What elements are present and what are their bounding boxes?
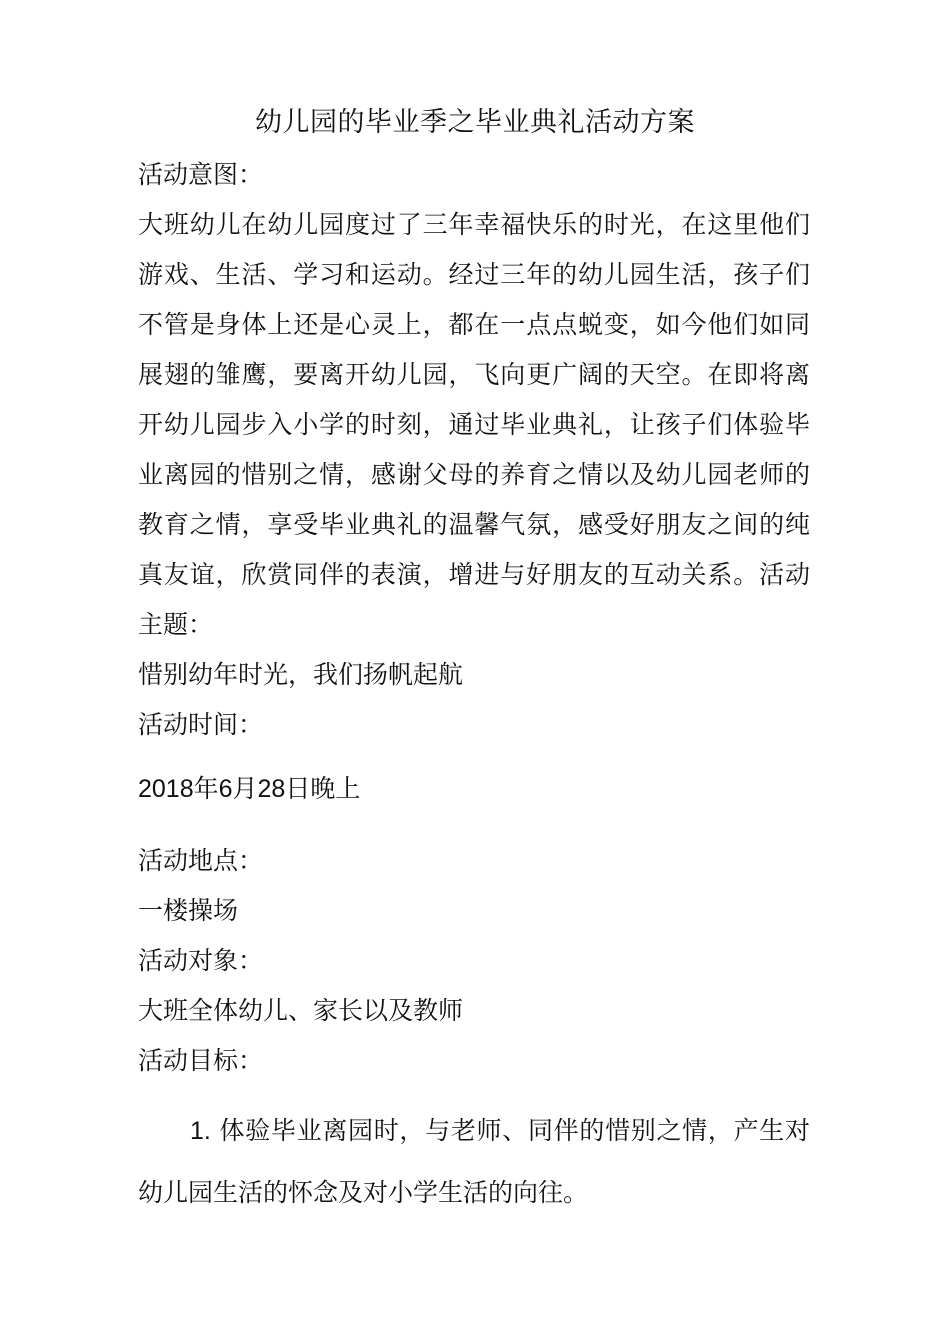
spacer <box>138 814 810 836</box>
audience-label: 活动对象： <box>138 946 264 975</box>
time-label: 活动时间： <box>138 710 264 739</box>
place-label: 活动地点： <box>138 846 264 875</box>
audience-text: 大班全体幼儿、家长以及教师 <box>138 996 464 1025</box>
document-title: 幼儿园的毕业季之毕业典礼活动方案 <box>255 107 695 138</box>
place-text: 一楼操场 <box>138 896 239 925</box>
goal-item <box>138 1100 810 1224</box>
spacer <box>138 1086 810 1100</box>
goal-number: 1. <box>190 1117 211 1145</box>
spacer <box>138 750 810 764</box>
goal-text: 体验毕业离园时，与老师、同伴的惜别之情，产生对幼儿园生活的怀念及对小学生活的向往。 <box>138 1116 810 1207</box>
goals-label: 活动目标： <box>138 1046 264 1075</box>
theme-text: 惜别幼年时光，我们扬帆起航 <box>138 660 464 689</box>
intent-paragraph: 大班幼儿在幼儿园度过了三年幸福快乐的时光，在这里他们游戏、生活、学习和运动。经过三年的幼儿园生活，孩子们不管是身体上还是心灵上，都在一点点蜕变，如今他们如同展翅的雏鹰，要离开幼儿园，飞向更广阔的天空。在即将离开幼儿园步入小学的时刻，通过毕业典礼，让孩子们体验毕业离园的惜别之情，感谢父母的养育之情以及幼儿园老师的教育之情，享受毕业典礼的温馨气氛，感受好朋友之间的纯真友谊，欣赏同伴的表演，增进与好朋友的互动关系。活动主题： <box>138 210 810 639</box>
intent-label: 活动意图： <box>138 160 264 189</box>
time-text: 2018年6月28日晚上 <box>138 775 361 803</box>
document-body <box>138 150 810 1224</box>
